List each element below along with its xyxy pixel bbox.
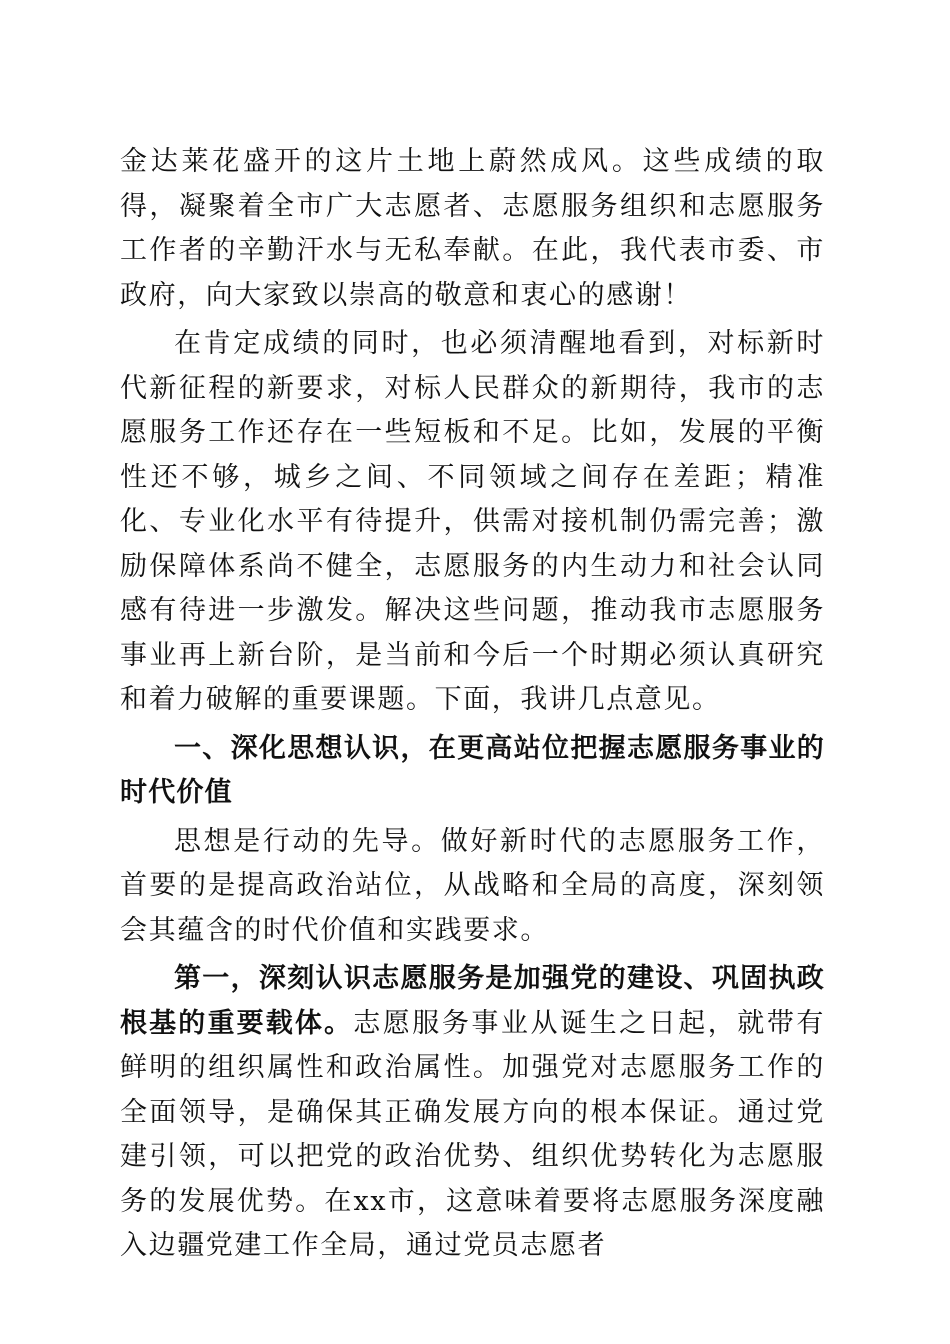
paragraph-shortcomings: 在肯定成绩的同时，也必须清醒地看到，对标新时代新征程的新要求，对标人民群众的新期待，我市的志愿服务工作还存在一些短板和不足。比如，发展的平衡性还不够，城乡之间、不同领域之间存在差距；精准化、专业化水平有待提升，供需对接机制仍需完善；激励保障体系尚不健全，志愿服务的内生动力和社会认同感有待进一步激发。解决这些问题，推动我市志愿服务事业再上新台阶，是当前和今后一个时期必须认真研究和着力破解的重要课题。下面，我讲几点意见。 xyxy=(120,328,825,715)
first-point-lead: 第一，深刻认识志愿服务是加强党的建设、巩固执政根基的重要载体。 xyxy=(120,963,825,1039)
paragraph-first-point xyxy=(120,957,825,1269)
paragraph-thought-guidance: 思想是行动的先导。做好新时代的志愿服务工作，首要的是提高政治站位，从战略和全局的高度，深刻领会其蕴含的时代价值和实践要求。 xyxy=(120,825,825,946)
document-body xyxy=(120,140,825,1269)
first-point-body: 志愿服务事业从诞生之日起，就带有鲜明的组织属性和政治属性。加强党对志愿服务工作的全面领导，是确保其正确发展方向的根本保证。通过党建引领，可以把党的政治优势、组织优势转化为志愿服务的发展优势。在xx市，这意味着要将志愿服务深度融入边疆党建工作全局，通过党员志愿者 xyxy=(120,1007,825,1261)
section-heading-one: 一、深化思想认识，在更高站位把握志愿服务事业的时代价值 xyxy=(120,732,825,808)
paragraph-continuation: 金达莱花盛开的这片土地上蔚然成风。这些成绩的取得，凝聚着全市广大志愿者、志愿服务组织和志愿服务工作者的辛勤汗水与无私奉献。在此，我代表市委、市政府，向大家致以崇高的敬意和衷心的感谢！ xyxy=(120,146,825,311)
